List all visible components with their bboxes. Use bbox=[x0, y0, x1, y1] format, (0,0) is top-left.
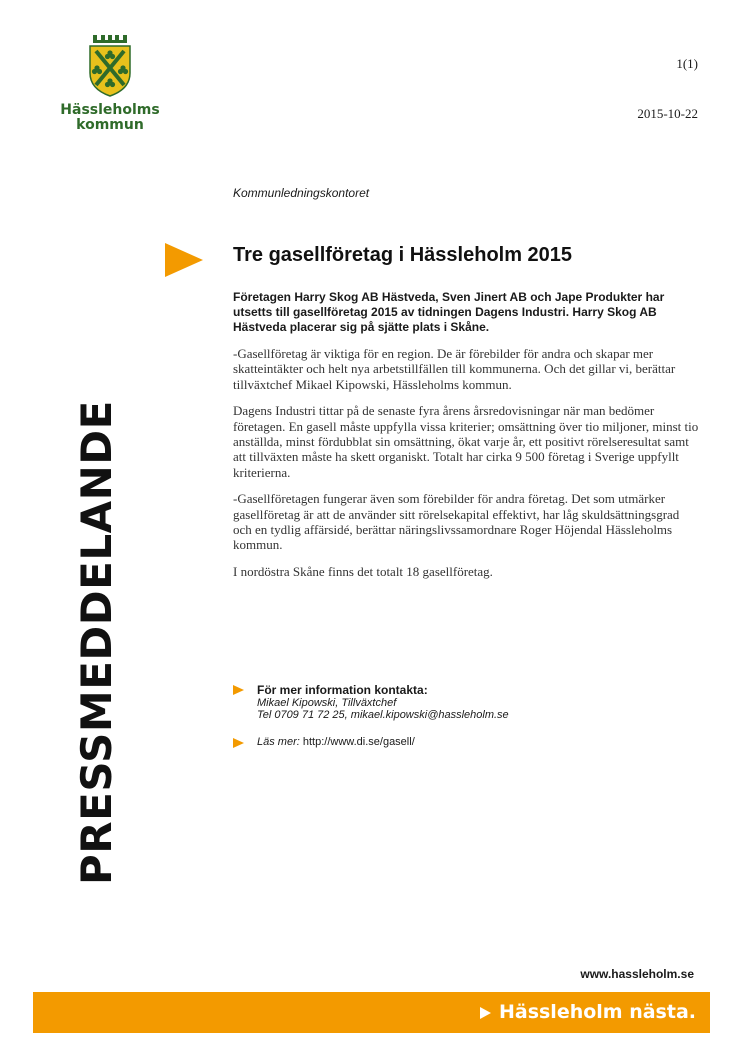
article-paragraph: -Gasellföretag är viktiga för en region. De är förebilder för andra och skapar mer skatteintäkter och helt nya arbetstillfällen till kommunerna. Och det gillar vi, berättar tillväxtchef Mikael Kipowski, Hässleholms kommun. bbox=[233, 346, 676, 392]
contact-info bbox=[233, 683, 703, 721]
department-name: Kommunledningskontoret bbox=[233, 186, 370, 200]
arrow-right-icon bbox=[480, 1007, 491, 1019]
article-paragraph: -Gasellföretagen fungerar även som förebilder för andra företag. Det som utmärker gasellföretag är att de använder sitt rörelsekapital effektivt, har låg skuldsättningsgrad och en tydlig affärsidé, berättar näringslivssamordnare Roger Höjendal Hässleholms kommun. bbox=[233, 491, 680, 553]
arrow-right-icon bbox=[165, 243, 203, 277]
contact-block bbox=[233, 683, 703, 749]
municipality-logo bbox=[60, 33, 160, 133]
read-more bbox=[233, 736, 703, 749]
logo-text-line1: Hässleholms bbox=[60, 102, 160, 118]
article-paragraph: I nordöstra Skåne finns det totalt 18 gasellföretag. bbox=[233, 563, 493, 579]
page-number: 1(1) bbox=[676, 56, 698, 71]
contact-heading: För mer information kontakta: bbox=[257, 683, 428, 697]
document-date: 2015-10-22 bbox=[637, 106, 698, 121]
article-headline: Tre gasellföretag i Hässleholm 2015 bbox=[233, 244, 573, 266]
read-more-link[interactable]: http://www.di.se/gasell/ bbox=[302, 736, 415, 748]
read-more-label: Läs mer: bbox=[257, 736, 300, 748]
article-body bbox=[233, 290, 699, 590]
contact-details: Tel 0709 71 72 25, mikael.kipowski@hassleholm.se bbox=[257, 709, 509, 721]
press-release-label: PRESSMEDDELANDE bbox=[72, 400, 121, 885]
slogan-text: Hässleholm nästa. bbox=[498, 1001, 696, 1023]
contact-name: Mikael Kipowski, Tillväxtchef bbox=[257, 697, 397, 709]
logo-text bbox=[60, 103, 160, 133]
arrow-right-icon bbox=[233, 738, 244, 748]
article-paragraph: Dagens Industri tittar på de senaste fyra årens årsredovisningar när man bedömer företagen. En gasell måste uppfylla vissa kriterier; omsättning över tio miljoner, minst tio anställda, minst fördubblat sin omsättning, ökat varje år, ett positivt rörelseresultat samt att tillväxten måste ha skett organiskt. Totalt har cirka 9 500 företag i Sverige uppfyllt kriterierna. bbox=[233, 403, 699, 480]
footer-banner bbox=[33, 992, 710, 1033]
slogan bbox=[480, 1000, 696, 1024]
coat-of-arms-icon bbox=[87, 33, 133, 97]
article-lead: Företagen Harry Skog AB Hästveda, Sven Jinert AB och Jape Produkter har utsetts till gasellföretag 2015 av tidningen Dagens Industri. Harry Skog AB Hästveda placerar sig på sjätte plats i Skåne. bbox=[233, 290, 665, 334]
logo-text-line2: kommun bbox=[76, 117, 144, 133]
website-link[interactable]: www.hassleholm.se bbox=[580, 967, 694, 981]
arrow-right-icon bbox=[233, 685, 244, 695]
